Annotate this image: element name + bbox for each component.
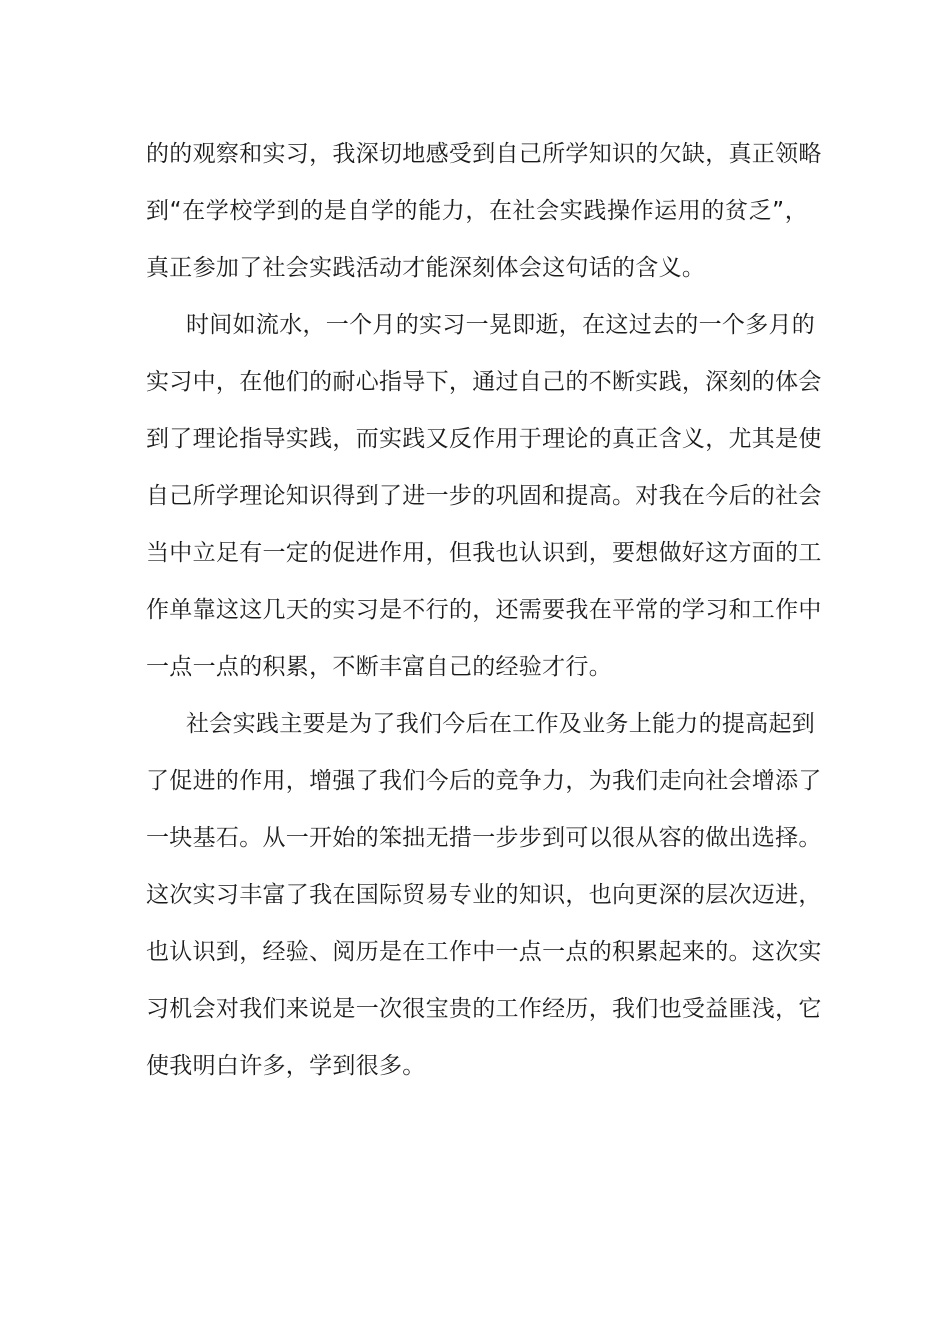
- paragraph-2-line-4: 自己所学理论知识得到了进一步的巩固和提高。对我在今后的社会: [146, 483, 822, 509]
- paragraph-3-line-4: 这次实习丰富了我在国际贸易专业的知识，也向更深的层次迈进，: [146, 882, 822, 908]
- paragraph-3-line-7: 使我明白许多，学到很多。: [146, 1053, 426, 1079]
- paragraph-1-line-1: 的的观察和实习，我深切地感受到自己所学知识的欠缺，真正领略: [146, 141, 822, 167]
- paragraph-2-line-1: 时间如流水，一个月的实习一晃即逝，在这过去的一个多月的: [186, 312, 816, 338]
- paragraph-3-line-6: 习机会对我们来说是一次很宝贵的工作经历，我们也受益匪浅，它: [146, 996, 822, 1022]
- paragraph-3-line-3: 一块基石。从一开始的笨拙无措一步步到可以很从容的做出选择。: [146, 825, 822, 851]
- paragraph-1-line-3: 真正参加了社会实践活动才能深刻体会这句话的含义。: [146, 255, 706, 281]
- paragraph-2-line-3: 到了理论指导实践，而实践又反作用于理论的真正含义，尤其是使: [146, 426, 822, 452]
- paragraph-2-line-2: 实习中，在他们的耐心指导下，通过自己的不断实践，深刻的体会: [146, 369, 822, 395]
- paragraph-3-line-1: 社会实践主要是为了我们今后在工作及业务上能力的提高起到: [186, 711, 816, 737]
- paragraph-2-line-7: 一点一点的积累，不断丰富自己的经验才行。: [146, 654, 612, 680]
- paragraph-3-line-2: 了促进的作用，增强了我们今后的竞争力，为我们走向社会增添了: [146, 768, 822, 794]
- paragraph-3-line-5: 也认识到，经验、阅历是在工作中一点一点的积累起来的。这次实: [146, 939, 822, 965]
- paragraph-2-line-5: 当中立足有一定的促进作用，但我也认识到，要想做好这方面的工: [146, 540, 822, 566]
- document-body: [146, 126, 822, 1095]
- paragraph-1-line-2: 到“在学校学到的是自学的能力，在社会实践操作运用的贫乏”，: [146, 198, 808, 224]
- paragraph-2-line-6: 作单靠这这几天的实习是不行的，还需要我在平常的学习和工作中: [146, 597, 822, 623]
